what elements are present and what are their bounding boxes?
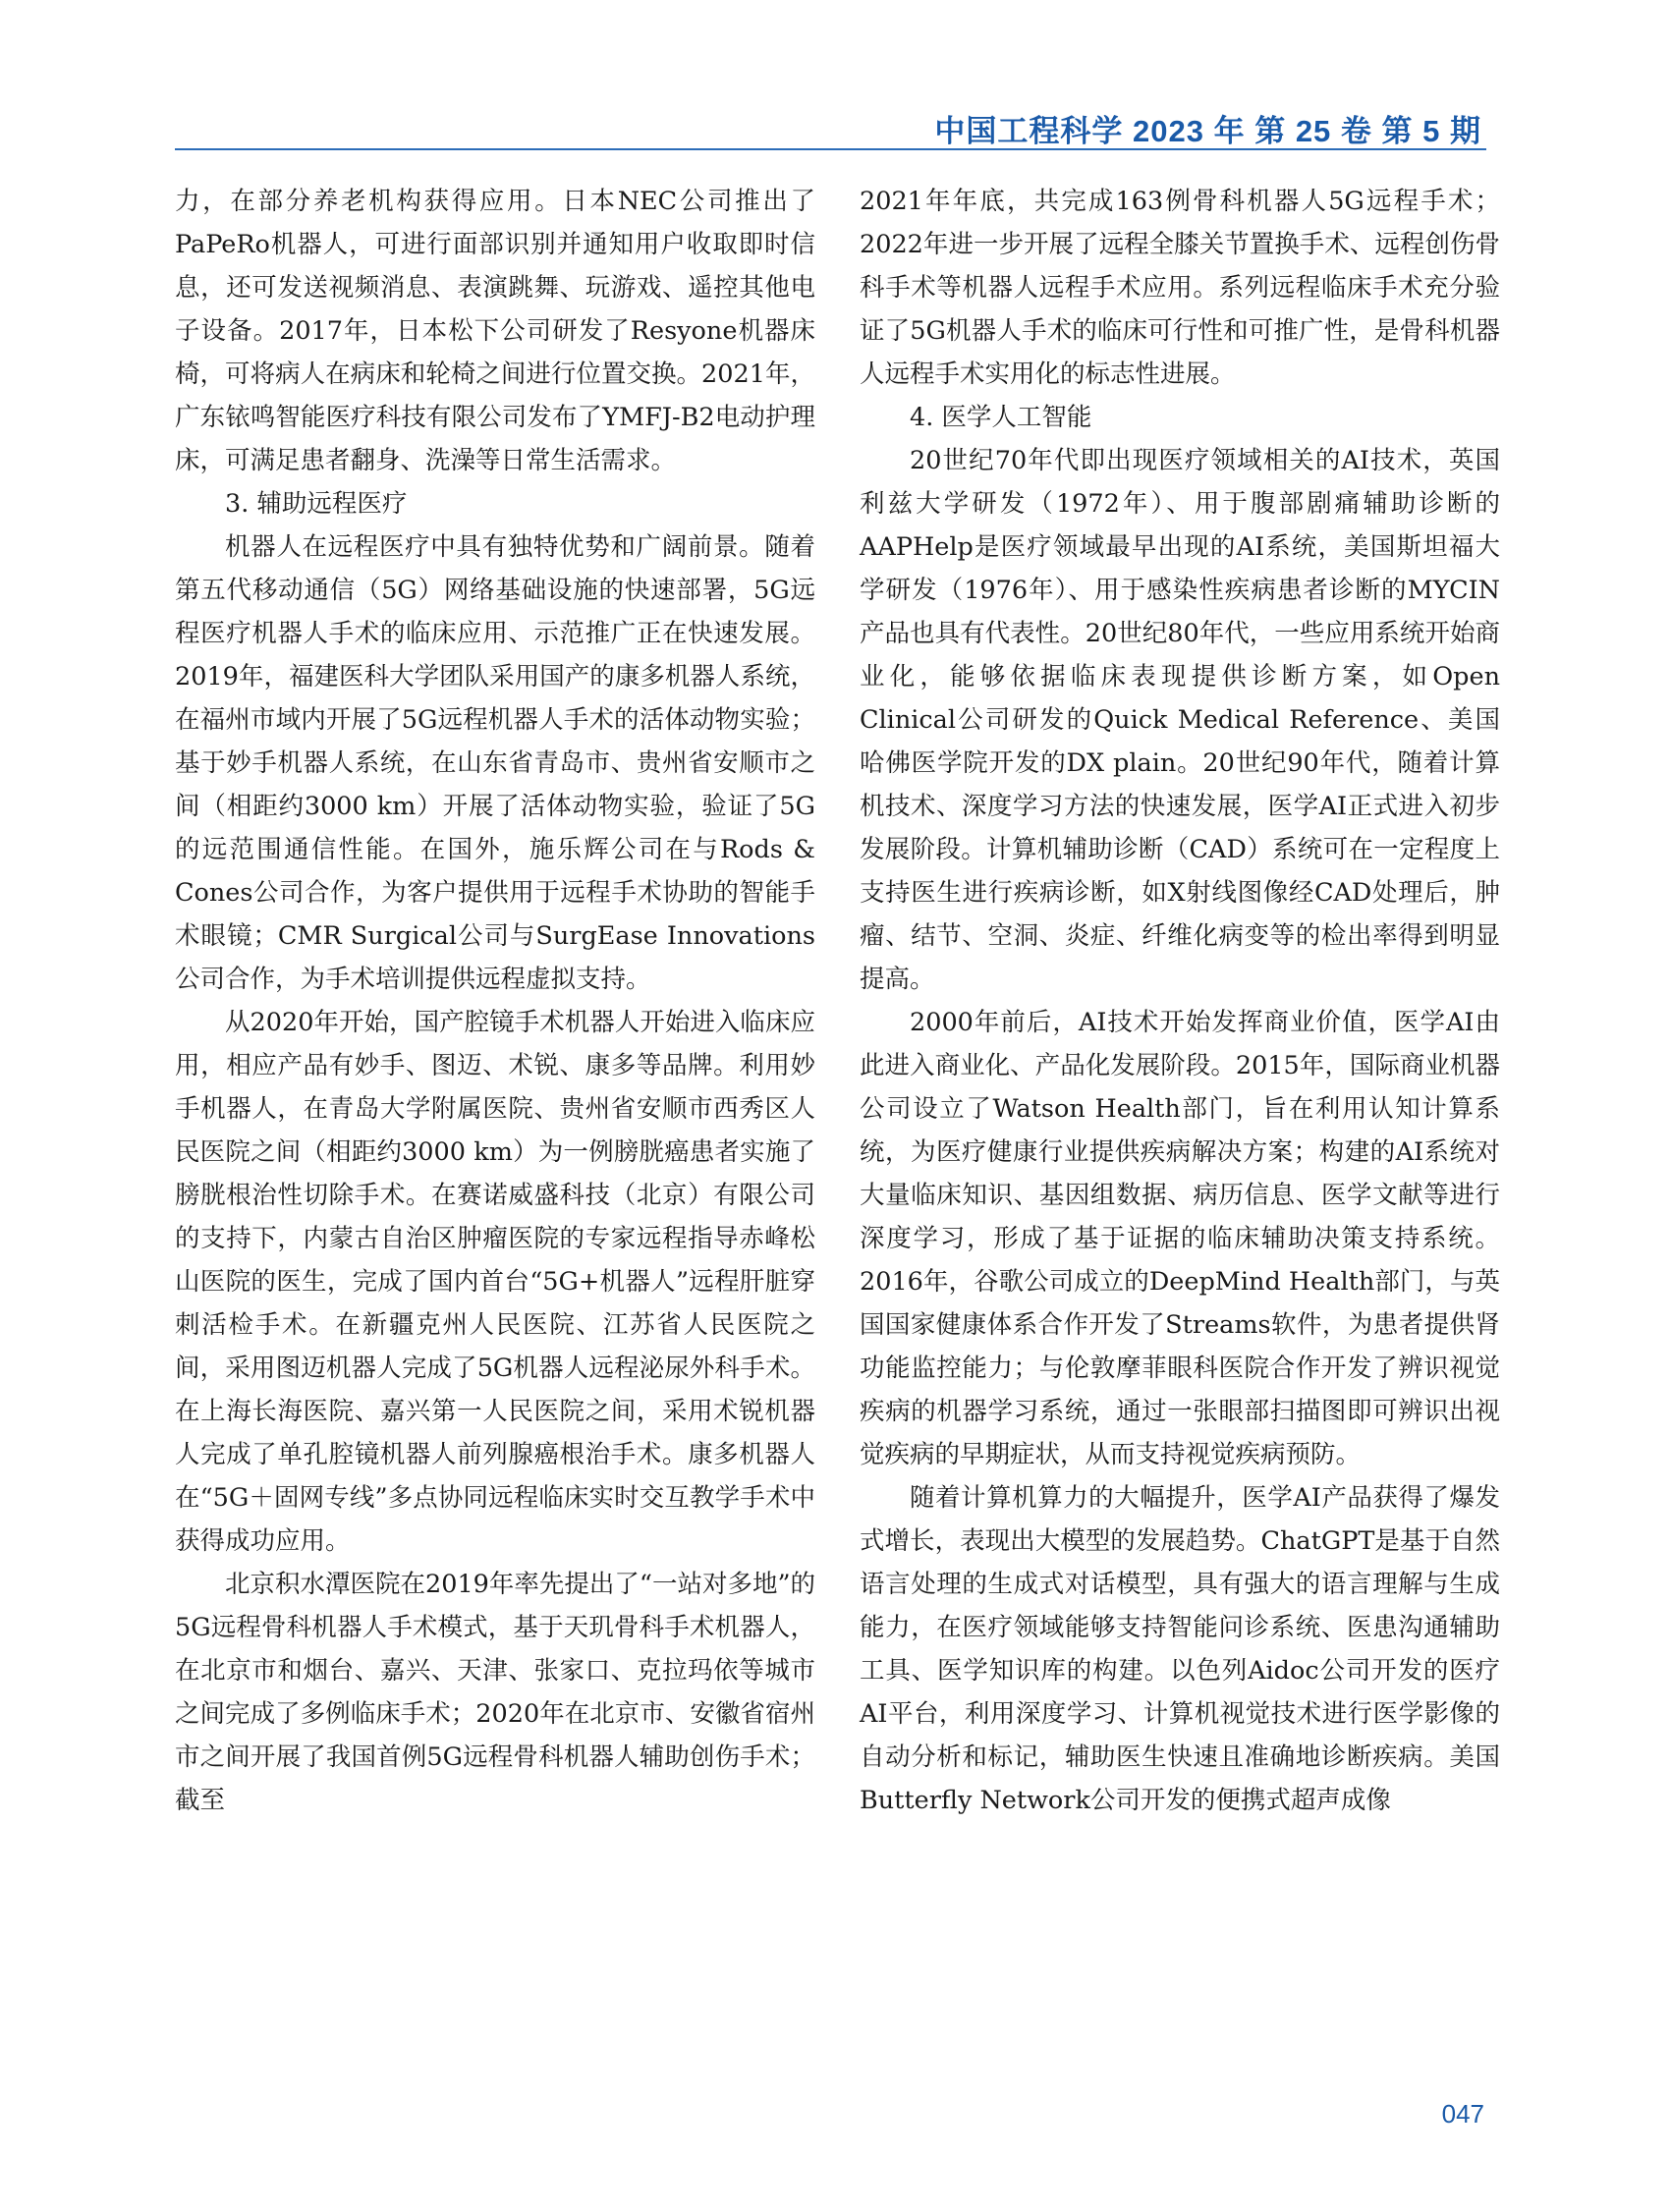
section-heading-3: 3. 辅助远程医疗 (225, 489, 408, 519)
left-paragraph-2: 机器人在远程医疗中具有独特优势和广阔前景。随着第五代移动通信（5G）网络基础设施的快速部署，5G远程医疗机器人手术的临床应用、示范推广正在快速发展。2019年，福建医科大学团队采用国产的康多机器人系统，在福州市域内开展了5G远程机器人手术的活体动物实验；基于妙手机器人系统，在山东省青岛市、贵州省安顺市之间（相距约3000 km）开展了活体动物实验，验证了5G的远范围通信性能。在国外，施乐辉公司在与Rods & Cones公司合作，为客户提供用于远程手术协助的智能手术眼镜；CMR Surgical公司与SurgEase Innovations公司合作，为手术培训提供远程虚拟支持。 (175, 532, 815, 994)
header-rule (175, 148, 1486, 150)
right-paragraph-4: 随着计算机算力的大幅提升，医学AI产品获得了爆发式增长，表现出大模型的发展趋势。ChatGPT是基于自然语言处理的生成式对话模型，具有强大的语言理解与生成能力，在医疗领域能够支持智能问诊系统、医患沟通辅助工具、医学知识库的构建。以色列Aidoc公司开发的医疗AI平台，利用深度学习、计算机视觉技术进行医学影像的自动分析和标记，辅助医生快速且准确地诊断疾病。美国Butterfly Network公司开发的便携式超声成像 (860, 1483, 1500, 1815)
left-paragraph-3: 从2020年开始，国产腔镜手术机器人开始进入临床应用，相应产品有妙手、图迈、术锐、康多等品牌。利用妙手机器人，在青岛大学附属医院、贵州省安顺市西秀区人民医院之间（相距约3000 km）为一例膀胱癌患者实施了膀胱根治性切除手术。在赛诺威盛科技（北京）有限公司的支持下，内蒙古自治区肿瘤医院的专家远程指导赤峰松山医院的医生，完成了国内首台“5G+机器人”远程肝脏穿刺活检手术。在新疆克州人民医院、江苏省人民医院之间，采用图迈机器人完成了5G机器人远程泌尿外科手术。在上海长海医院、嘉兴第一人民医院之间，采用术锐机器人完成了单孔腔镜机器人前列腺癌根治手术。康多机器人在“5G＋固网专线”多点协同远程临床实时交互教学手术中获得成功应用。 (175, 1008, 815, 1556)
left-column (175, 180, 815, 1822)
right-paragraph-3: 2000年前后，AI技术开始发挥商业价值，医学AI由此进入商业化、产品化发展阶段。2015年，国际商业机器公司设立了Watson Health部门，旨在利用认知计算系统，为医疗健康行业提供疾病解决方案；构建的AI系统对大量临床知识、基因组数据、病历信息、医学文献等进行深度学习，形成了基于证据的临床辅助决策支持系统。2016年，谷歌公司成立的DeepMind Health部门，与英国国家健康体系合作开发了Streams软件，为患者提供肾功能监控能力；与伦敦摩菲眼科医院合作开发了辨识视觉疾病的机器学习系统，通过一张眼部扫描图即可辨识出视觉疾病的早期症状，从而支持视觉疾病预防。 (860, 1008, 1500, 1469)
section-heading-4: 4. 医学人工智能 (910, 403, 1092, 432)
left-paragraph-1: 力，在部分养老机构获得应用。日本NEC公司推出了PaPeRo机器人，可进行面部识别并通知用户收取即时信息，还可发送视频消息、表演跳舞、玩游戏、遥控其他电子设备。2017年，日本松下公司研发了Resyone机器床椅，可将病人在病床和轮椅之间进行位置交换。2021年，广东铱鸣智能医疗科技有限公司发布了YMFJ-B2电动护理床，可满足患者翻身、洗澡等日常生活需求。 (175, 187, 815, 475)
right-paragraph-1: 2021年年底，共完成163例骨科机器人5G远程手术；2022年进一步开展了远程全膝关节置换手术、远程创伤骨科手术等机器人远程手术应用。系列远程临床手术充分验证了5G机器人手术的临床可行性和可推广性，是骨科机器人远程手术实用化的标志性进展。 (860, 187, 1500, 389)
right-paragraph-2: 20世纪70年代即出现医疗领域相关的AI技术，英国利兹大学研发（1972年）、用于腹部剧痛辅助诊断的AAPHelp是医疗领域最早出现的AI系统，美国斯坦福大学研发（1976年）、用于感染性疾病患者诊断的MYCIN产品也具有代表性。20世纪80年代，一些应用系统开始商业化，能够依据临床表现提供诊断方案，如Open Clinical公司研发的Quick Medical Reference、美国哈佛医学院开发的DX plain。20世纪90年代，随着计算机技术、深度学习方法的快速发展，医学AI正式进入初步发展阶段。计算机辅助诊断（CAD）系统可在一定程度上支持医生进行疾病诊断，如X射线图像经CAD处理后，肿瘤、结节、空洞、炎症、纤维化病变等的检出率得到明显提高。 (860, 446, 1500, 994)
page-number: 047 (1441, 2099, 1484, 2129)
journal-header: 中国工程科学 2023 年 第 25 卷 第 5 期 (934, 114, 1481, 148)
right-column (860, 180, 1500, 1822)
left-paragraph-4: 北京积水潭医院在2019年率先提出了“一站对多地”的5G远程骨科机器人手术模式，基于天玑骨科手术机器人，在北京市和烟台、嘉兴、天津、张家口、克拉玛依等城市之间完成了多例临床手术；2020年在北京市、安徽省宿州市之间开展了我国首例5G远程骨科机器人辅助创伤手术；截至 (175, 1570, 815, 1815)
